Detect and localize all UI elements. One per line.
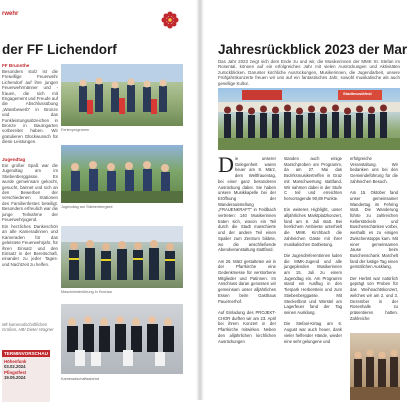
caption-jugendtag: Jugendtag am Stiebenbergsee bbox=[61, 205, 113, 209]
jugendtag-text: Ein großer Spaß war die Jugendtag am im Stiebenberggasse. Es wurde gemeinsam gekocht, gesucht, bannet und sich an den Bewerben der verschiedenen Stationen des Familienfestes beteiligt. Besonders erfreulich war die junge Teilnahme der Feuerwehrjugend. bbox=[2, 163, 58, 223]
date-label: Pfingstfest bbox=[4, 369, 27, 375]
photo-kameradschaftsabend bbox=[61, 304, 183, 374]
signature: Mit kameradschaftlichen Grüßen, HBI Dieter Wagner bbox=[2, 322, 54, 333]
jugendtag-subhead: Jugendtag bbox=[2, 157, 26, 162]
dropcap: D bbox=[218, 152, 234, 177]
dates-box bbox=[2, 350, 50, 402]
page-gutter bbox=[196, 0, 204, 400]
people-group-icon bbox=[61, 145, 183, 203]
fire-brigade-emblem-icon bbox=[161, 11, 179, 29]
people-group-icon bbox=[350, 333, 400, 400]
right-page bbox=[200, 0, 407, 400]
date-label: Höhenfunk bbox=[4, 359, 27, 364]
dates-heading: TERMINVORSCHAU bbox=[2, 350, 50, 357]
text-column-3: erfolgreiche Veranstaltung. Wir bedanken uns bei den Gemeindeführung für die zahlreichen Besuch. Am 15. Oktober fand unser gemeinsamer Wandertag im Fehring statt. Die Wanderung führte zu zahlreichen Kellerstöckeln und Buschenschänken vorbei, weshalb es zu einigen Zwischenstopps kam. Mit einer gemeinsamen Jause beim Buschenschank Marchelt fand der lustige Tag einen gemütlichen Ausklang. Der Herbst war natürlich geprägt von Proben für das Weihnachtskonzert, welches wir am 2. und 3. Dezember in der Rosenhalle zu präsentieren hatten. Zahlreiche bbox=[350, 156, 398, 321]
photo-maschinistenuebung bbox=[61, 226, 183, 288]
column-1-text: ie unserer Gelegenheit waren heuer am 8. März, dem Weltfrauentag, bei einer ganz besonderen Ausrückung dabei. Sie haben unsere Musikkapelle bei der Eröffnung der Wanderausstellung „FRAUENKRAFT“ in Feldbach vertreten: 140 Musikerinnen traten sich, wovon ein Teil durch die Stadt marschierte und der andere Teil einen Spalier zum Zentrum bildete, wo die anschließende Abendveranstaltung stattfand. Am 26. März gestalteten wir in der Pfarrkirche eine Gedenkmesse für verstorbene Mitglieder und Patinnen. Im Anschluss daran genossen wir gemeinsam unser alljährliches Essen beim Gasthaus Pauernerhof. Auf Einladung des PROJEKT-CHOR durften wir am 23. April bei ihrem Konzert in der Pfarrkirche mitwirken. Neben den alljährlichen kirchlichen Ausrückungen bbox=[218, 156, 276, 344]
caption-maschinistenuebung: Maschinistenübung in Hochau bbox=[61, 290, 112, 294]
right-page-title: Jahresrückblick 2023 der Mar bbox=[218, 42, 407, 57]
people-group-icon bbox=[61, 304, 183, 374]
dates-list bbox=[2, 357, 50, 382]
caption-ferienprogramm: Ferienprogramm bbox=[61, 128, 90, 132]
date-value: 03.02.2024 bbox=[4, 364, 26, 370]
text-column-1 bbox=[218, 152, 276, 400]
fire-crew-icon bbox=[61, 226, 183, 288]
marching-band-icon bbox=[218, 88, 400, 150]
right-intro: Das Jahr 2023 zeigt sich dem Ende zu und wir, die Musikerinnen der MMK St. Stefan im Rosental, können auf ein erfolgreiches Jahr mit vielen Ausrückungen und Aktivitäten zurückblicken. Darunter kirchliche Ausrückungen, Musikerinnen, die Jugendarbeit, unsere Frühjahrskonzerte freuen wir uns auf ein fantastisches Jahr, sowohl musikalische als auch gesellige Kultur. bbox=[218, 59, 400, 86]
banner-text: Stadtmusikfest bbox=[343, 91, 372, 96]
photo-jugendtag bbox=[61, 145, 183, 203]
date-value: 19.05.2024 bbox=[4, 374, 26, 380]
text-column-2: standen auch einige Marschproben am Programm, da am 27. Mai das Bezirksmusikertreffen in Graz mit Marschwertung stattfand. Wir nahmen dabei in der Stufe C teil und erreichten hervorragende 90,89 Punkte. Ein weiteres Highlight, unser alljährliches Marktplatzkonzert, fand am 8. Juli statt. Bei herrlichem Ambiente unterhielt die MMK Kirchbach die zahlreichen Gäste mit ihrer musikalischen Darbietung. Die Jugendreferentinnen luden die MMK-Jugend und alle jungeplenden Musikerinnen am 15. Juli zu einem Jugendtag ein. Am Programm stand ein Ausflug in den Tierpark Herberstein und zum Stiebenberggasse. Mit Steckerlbrot und Würstel am Lagerfeuer fand der Tag seinen Ausklang. Die Stefani-Kirtag am 6. August war auch heuer, dank vieler helfender Hände, wieder eine sehr gelungene und bbox=[284, 156, 342, 344]
people-group-icon bbox=[61, 64, 183, 126]
left-page-title: der FF Lichendorf bbox=[2, 42, 117, 57]
photo-ferienprogramm bbox=[61, 64, 183, 126]
caption-kameradschaftsabend: Kameradschaftsabend bbox=[61, 377, 99, 381]
photo-wandertag bbox=[350, 333, 400, 400]
intro-text: Besonders stolz ist die Freiwillige Feuerwehr Lichendorf auf ihre jungen Feuerwehrmänner und -frauen, die sich mit Engagement und Freude auf die Abschlussübung „Wassbewerb“ in Bronze und das Funkleistungsabzeichen in Bronze in Baumgarten vorbereitet haben. Wir gratulieren Glückwunsch für diese Leistungen. bbox=[2, 69, 58, 145]
left-page bbox=[0, 0, 200, 400]
intro-subhead: FF Brunnthe bbox=[2, 63, 30, 68]
photo-marching-band bbox=[218, 88, 400, 150]
section-tag: rwehr bbox=[2, 11, 19, 17]
closing-text: Ein herzliches Dankeschön an alle Kameradinnen und Kameraden für das geleistete Feuerwehrjahr, für ihren Einsatz und den Einsatz in der Bereitschaft, einander zu jeder Tages- und Nachtzeit zu helfen. bbox=[2, 224, 58, 267]
